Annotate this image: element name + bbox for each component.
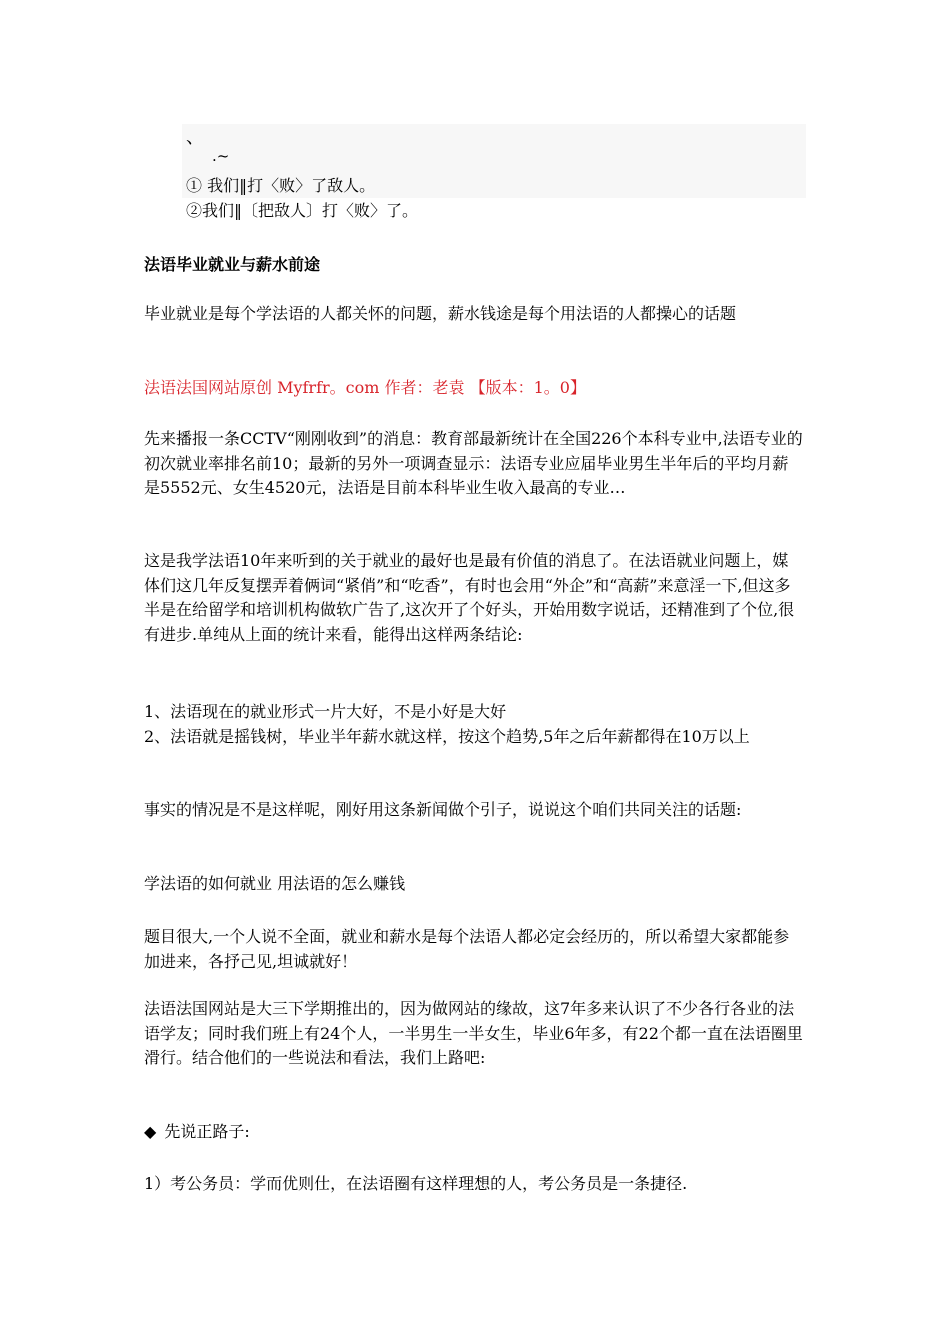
conclusion-item-1: 1、法语现在的就业形式一片大好，不是小好是大好 xyxy=(144,702,507,721)
fragment-tilde: .~ xyxy=(212,147,230,165)
site-paragraph: 法语法国网站是大三下学期推出的，因为做网站的缘故，这7年多来认识了不少各行各业的法语学友；同时我们班上有24个人，一半男生一半女生，毕业6年多，有22个都一直在法语圈里滑行。结合他们的一些说法和看法，我们上路吧: xyxy=(144,999,803,1067)
fact-paragraph: 事实的情况是不是这样呢，刚好用这条新闻做个引子，说说这个咱们共同关注的话题: xyxy=(144,800,742,819)
conclusion-item-2: 2、法语就是摇钱树，毕业半年薪水就这样，按这个趋势,5年之后年薪都得在10万以上 xyxy=(144,726,750,746)
best-news-paragraph: 这是我学法语10年来听到的关于就业的最好也是最有价值的消息了。在法语就业问题上，媒体们这几年反复摆弄着俩词“紧俏”和“吃香”，有时也会用“外企”和“高薪”来意淫一下,但这多半是在给留学和培训机构做软广告了,这次开了个好头，开始用数字说话，还精准到了个位,很有进步.单纯从上面的统计来看，能得出这样两条结论: xyxy=(144,551,795,644)
section-bullet-text: 先说正路子: xyxy=(164,1122,250,1141)
fragment-mark: 、 xyxy=(186,127,204,148)
credit-line: 法语法国网站原创 Myfrfr。com 作者：老袁 【版本：1。0】 xyxy=(144,378,586,397)
diamond-bullet-icon: ◆ xyxy=(144,1122,157,1141)
scope-paragraph: 题目很大,一个人说不全面，就业和薪水是每个法语人都必定会经历的，所以希望大家都能参加进来，各抒己见,坦诚就好！ xyxy=(144,927,790,971)
example-sentence-2: ②我们‖〔把敌人〕打〈败〉了。 xyxy=(186,201,419,220)
article-title: 法语毕业就业与薪水前途 xyxy=(144,255,321,274)
example-sentence-1: ① 我们‖打〈败〉了敌人。 xyxy=(186,176,376,195)
intro-paragraph: 毕业就业是每个学法语的人都关怀的问题，薪水钱途是每个用法语的人都操心的话题 xyxy=(144,304,737,323)
conclusion-list xyxy=(144,700,804,749)
civil-service-paragraph: 1）考公务员：学而优则仕，在法语圈有这样理想的人，考公务员是一条捷径. xyxy=(144,1174,688,1193)
section-bullet xyxy=(144,1120,804,1145)
news-paragraph: 先来播报一条CCTV“刚刚收到”的消息：教育部最新统计在全国226个本科专业中,法语专业的初次就业率排名前10；最新的另外一项调查显示：法语专业应届毕业男生半年后的平均月薪是5552元、女生4520元，法语是目前本科毕业生收入最高的专业… xyxy=(144,429,803,497)
topic-line: 学法语的如何就业 用法语的怎么赚钱 xyxy=(144,874,406,893)
